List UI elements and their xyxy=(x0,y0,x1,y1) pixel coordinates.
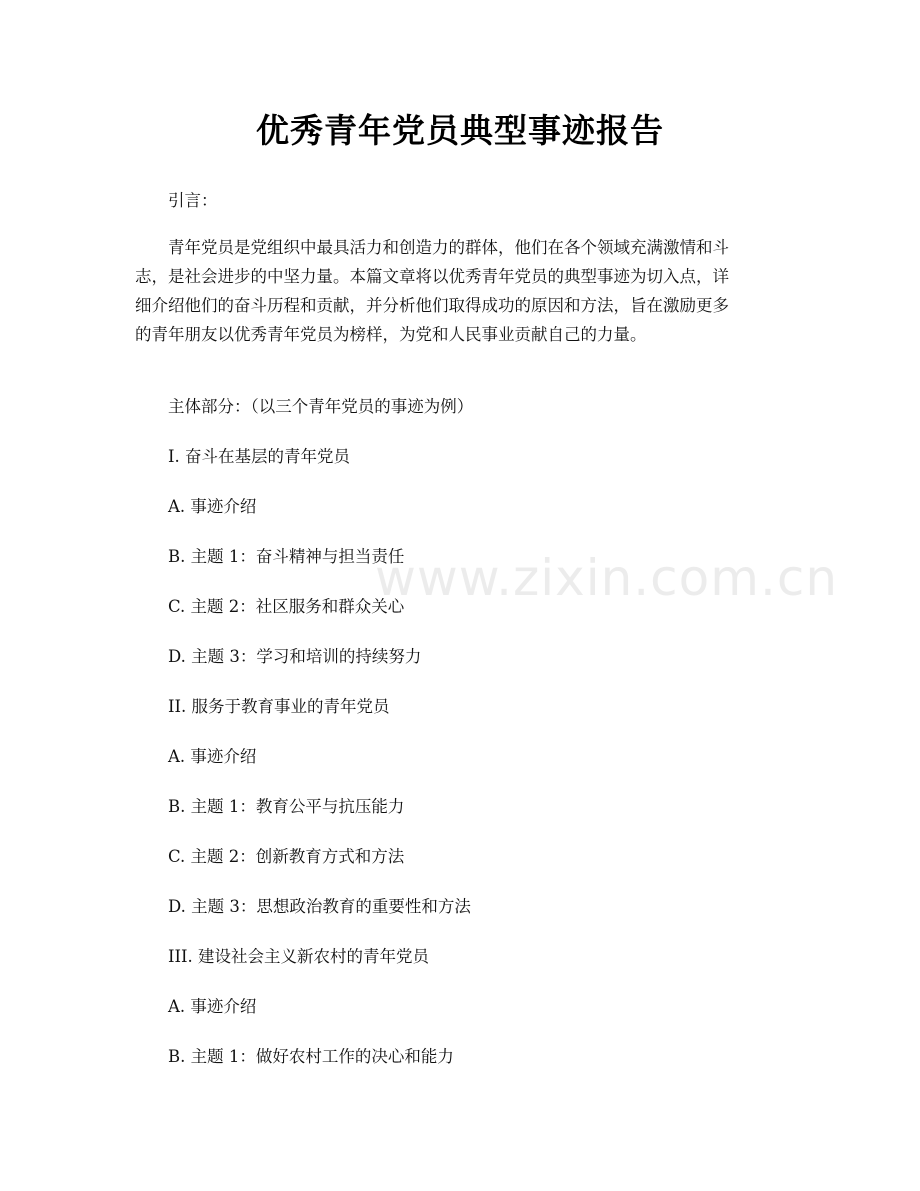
document-title: 优秀青年党员典型事迹报告 xyxy=(256,111,664,150)
outline-item: B. 主题 1：做好农村工作的决心和能力 xyxy=(168,1047,454,1066)
outline-item: B. 主题 1：奋斗精神与担当责任 xyxy=(168,547,405,566)
outline-section-heading: II. 服务于教育事业的青年党员 xyxy=(168,697,390,716)
watermark-text: www.zixin.com.cn xyxy=(375,549,839,607)
intro-line: 志，是社会进步的中坚力量。本篇文章将以优秀青年党员的典型事迹为切入点，详 xyxy=(135,267,729,286)
outline-item: C. 主题 2：创新教育方式和方法 xyxy=(168,847,405,866)
outline-item: B. 主题 1：教育公平与抗压能力 xyxy=(168,797,405,816)
outline-section-heading: I. 奋斗在基层的青年党员 xyxy=(168,447,351,466)
outline-item: C. 主题 2：社区服务和群众关心 xyxy=(168,597,405,616)
main-section-label: 主体部分：（以三个青年党员的事迹为例） xyxy=(168,397,474,416)
outline-item: D. 主题 3：学习和培训的持续努力 xyxy=(168,647,422,666)
outline-item: D. 主题 3：思想政治教育的重要性和方法 xyxy=(168,897,471,916)
outline-item: A. 事迹介绍 xyxy=(168,497,257,516)
intro-line: 细介绍他们的奋斗历程和贡献，并分析他们取得成功的原因和方法，旨在激励更多 xyxy=(135,296,729,315)
intro-label: 引言： xyxy=(168,191,218,210)
intro-line: 的青年朋友以优秀青年党员为榜样，为党和人民事业贡献自己的力量。 xyxy=(135,325,647,344)
intro-paragraph xyxy=(135,233,787,349)
intro-line: 青年党员是党组织中最具活力和创造力的群体，他们在各个领域充满激情和斗 xyxy=(168,238,729,257)
outline-item: A. 事迹介绍 xyxy=(168,747,257,766)
outline-item: A. 事迹介绍 xyxy=(168,997,257,1016)
outline-section-heading: III. 建设社会主义新农村的青年党员 xyxy=(168,947,430,966)
